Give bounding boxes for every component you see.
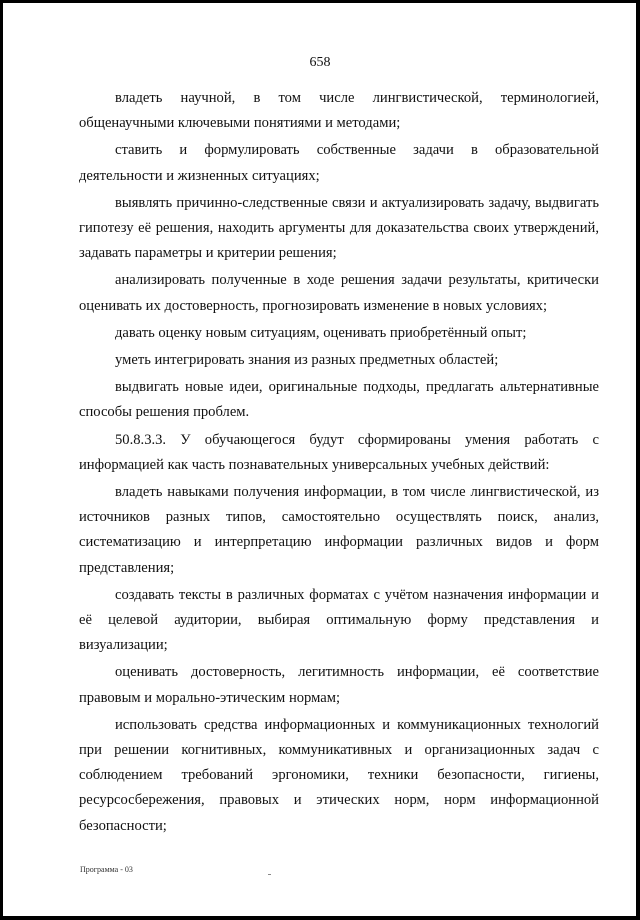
- scan-border-bottom: [0, 916, 640, 920]
- scan-speck: [268, 874, 271, 875]
- paragraph: использовать средства информационных и коммуникационных технологий при решении когнитивных, коммуникативных и организационных задач с соблюдением требований эргономики, техники безопасности, гигиены, ресурсосбережения, правовых и этических норм, норм информационной безопасности;: [79, 716, 599, 834]
- paragraph: владеть навыками получения информации, в том числе лингвистической, из источников разных типов, самостоятельно осуществлять поиск, анализ, систематизацию и интерпретацию информации различных видов и форм представления;: [79, 484, 599, 576]
- paragraph: выявлять причинно-следственные связи и актуализировать задачу, выдвигать гипотезу её решения, находить аргументы для доказательства своих утверждений, задавать параметры и критерии решения;: [79, 194, 599, 262]
- paragraph: давать оценку новым ситуациям, оценивать приобретённый опыт;: [115, 324, 527, 341]
- document-body: [79, 86, 599, 841]
- paragraph: уметь интегрировать знания из разных предметных областей;: [115, 352, 499, 369]
- scan-border-left: [0, 0, 3, 920]
- paragraph: оценивать достоверность, легитимность информации, её соответствие правовым и морально-этическим нормам;: [79, 664, 599, 706]
- footer-label: Программа - 03: [80, 865, 133, 874]
- paragraph: владеть научной, в том числе лингвистической, терминологией, общенаучными ключевыми понятиями и методами;: [79, 90, 599, 132]
- paragraph: создавать тексты в различных форматах с учётом назначения информации и её целевой аудитории, выбирая оптимальную форму представления и визуализации;: [79, 586, 599, 654]
- page-number: 658: [309, 55, 331, 70]
- paragraph: выдвигать новые идеи, оригинальные подходы, предлагать альтернативные способы решения проблем.: [79, 379, 599, 421]
- scan-border-top: [0, 0, 640, 3]
- paragraph: ставить и формулировать собственные задачи в образовательной деятельности и жизненных ситуациях;: [79, 142, 599, 184]
- paragraph: анализировать полученные в ходе решения задачи результаты, критически оценивать их достоверность, прогнозировать изменение в новых условиях;: [79, 272, 599, 314]
- scan-border-right: [636, 0, 640, 920]
- section-paragraph: 50.8.3.3. У обучающегося будут сформированы умения работать с информацией как часть познавательных универсальных учебных действий:: [79, 431, 599, 473]
